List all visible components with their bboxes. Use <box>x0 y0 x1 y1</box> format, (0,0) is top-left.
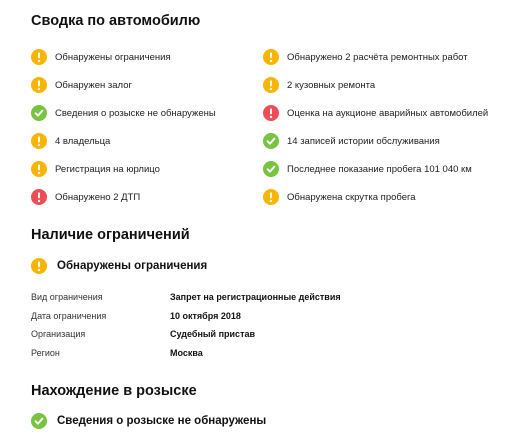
summary-item-text: Обнаружена скрутка пробега <box>287 191 416 203</box>
detail-label: Вид ограничения <box>31 292 103 303</box>
error-icon <box>31 189 47 205</box>
detail-label: Регион <box>31 347 60 358</box>
detail-value: 10 октября 2018 <box>170 310 241 321</box>
detail-label: Организация <box>31 329 86 340</box>
warning-icon <box>31 258 47 274</box>
detail-value: Москва <box>170 347 203 358</box>
summary-item-text: 2 кузовных ремонта <box>287 79 376 91</box>
summary-item <box>31 155 263 183</box>
summary-item-text: Оценка на аукционе аварийных автомобилей <box>287 107 489 119</box>
warning-icon <box>31 49 47 65</box>
summary-item <box>263 99 501 127</box>
detail-row <box>31 307 471 326</box>
error-icon <box>263 105 279 121</box>
summary-item <box>263 183 501 211</box>
wanted-status <box>31 412 266 430</box>
summary-item <box>31 183 263 211</box>
summary-item-text: Обнаружено 2 расчёта ремонтных работ <box>287 51 468 63</box>
check-icon <box>31 413 47 429</box>
summary-item-text: Обнаружен залог <box>55 79 132 91</box>
summary-title: Сводка по автомобилю <box>31 13 201 29</box>
detail-row <box>31 344 471 363</box>
summary-item <box>31 71 263 99</box>
check-icon <box>263 161 279 177</box>
summary-item-text: 14 записей истории обслуживания <box>287 135 440 147</box>
restrictions-status <box>31 257 207 275</box>
summary-item <box>31 43 263 71</box>
check-icon <box>31 105 47 121</box>
warning-icon <box>31 133 47 149</box>
restrictions-details <box>31 288 471 362</box>
summary-item-text: Последнее показание пробега 101 040 км <box>287 163 472 175</box>
summary-item-text: 4 владельца <box>55 135 111 147</box>
warning-icon <box>263 77 279 93</box>
summary-item <box>31 99 263 127</box>
restrictions-title: Наличие ограничений <box>31 227 190 243</box>
warning-icon <box>263 49 279 65</box>
wanted-status-text: Сведения о розыске не обнаружены <box>57 415 267 427</box>
summary-item-text: Регистрация на юрлицо <box>55 163 160 175</box>
detail-value: Судебный пристав <box>170 329 256 340</box>
restrictions-status-text: Обнаружены ограничения <box>57 260 208 272</box>
summary-item <box>263 43 501 71</box>
detail-label: Дата ограничения <box>31 310 107 321</box>
summary-item <box>263 155 501 183</box>
summary-item <box>31 127 263 155</box>
summary-item <box>263 127 501 155</box>
summary-item-text: Обнаружены ограничения <box>55 51 171 63</box>
warning-icon <box>31 161 47 177</box>
summary-item <box>263 71 501 99</box>
detail-row <box>31 325 471 344</box>
warning-icon <box>263 189 279 205</box>
detail-value: Запрет на регистрационные действия <box>170 292 341 303</box>
summary-item-text: Обнаружено 2 ДТП <box>55 191 141 203</box>
check-icon <box>263 133 279 149</box>
summary-list <box>31 43 501 211</box>
warning-icon <box>31 77 47 93</box>
detail-row <box>31 288 471 307</box>
summary-item-text: Сведения о розыске не обнаружены <box>55 107 216 119</box>
wanted-title: Нахождение в розыске <box>31 383 197 399</box>
